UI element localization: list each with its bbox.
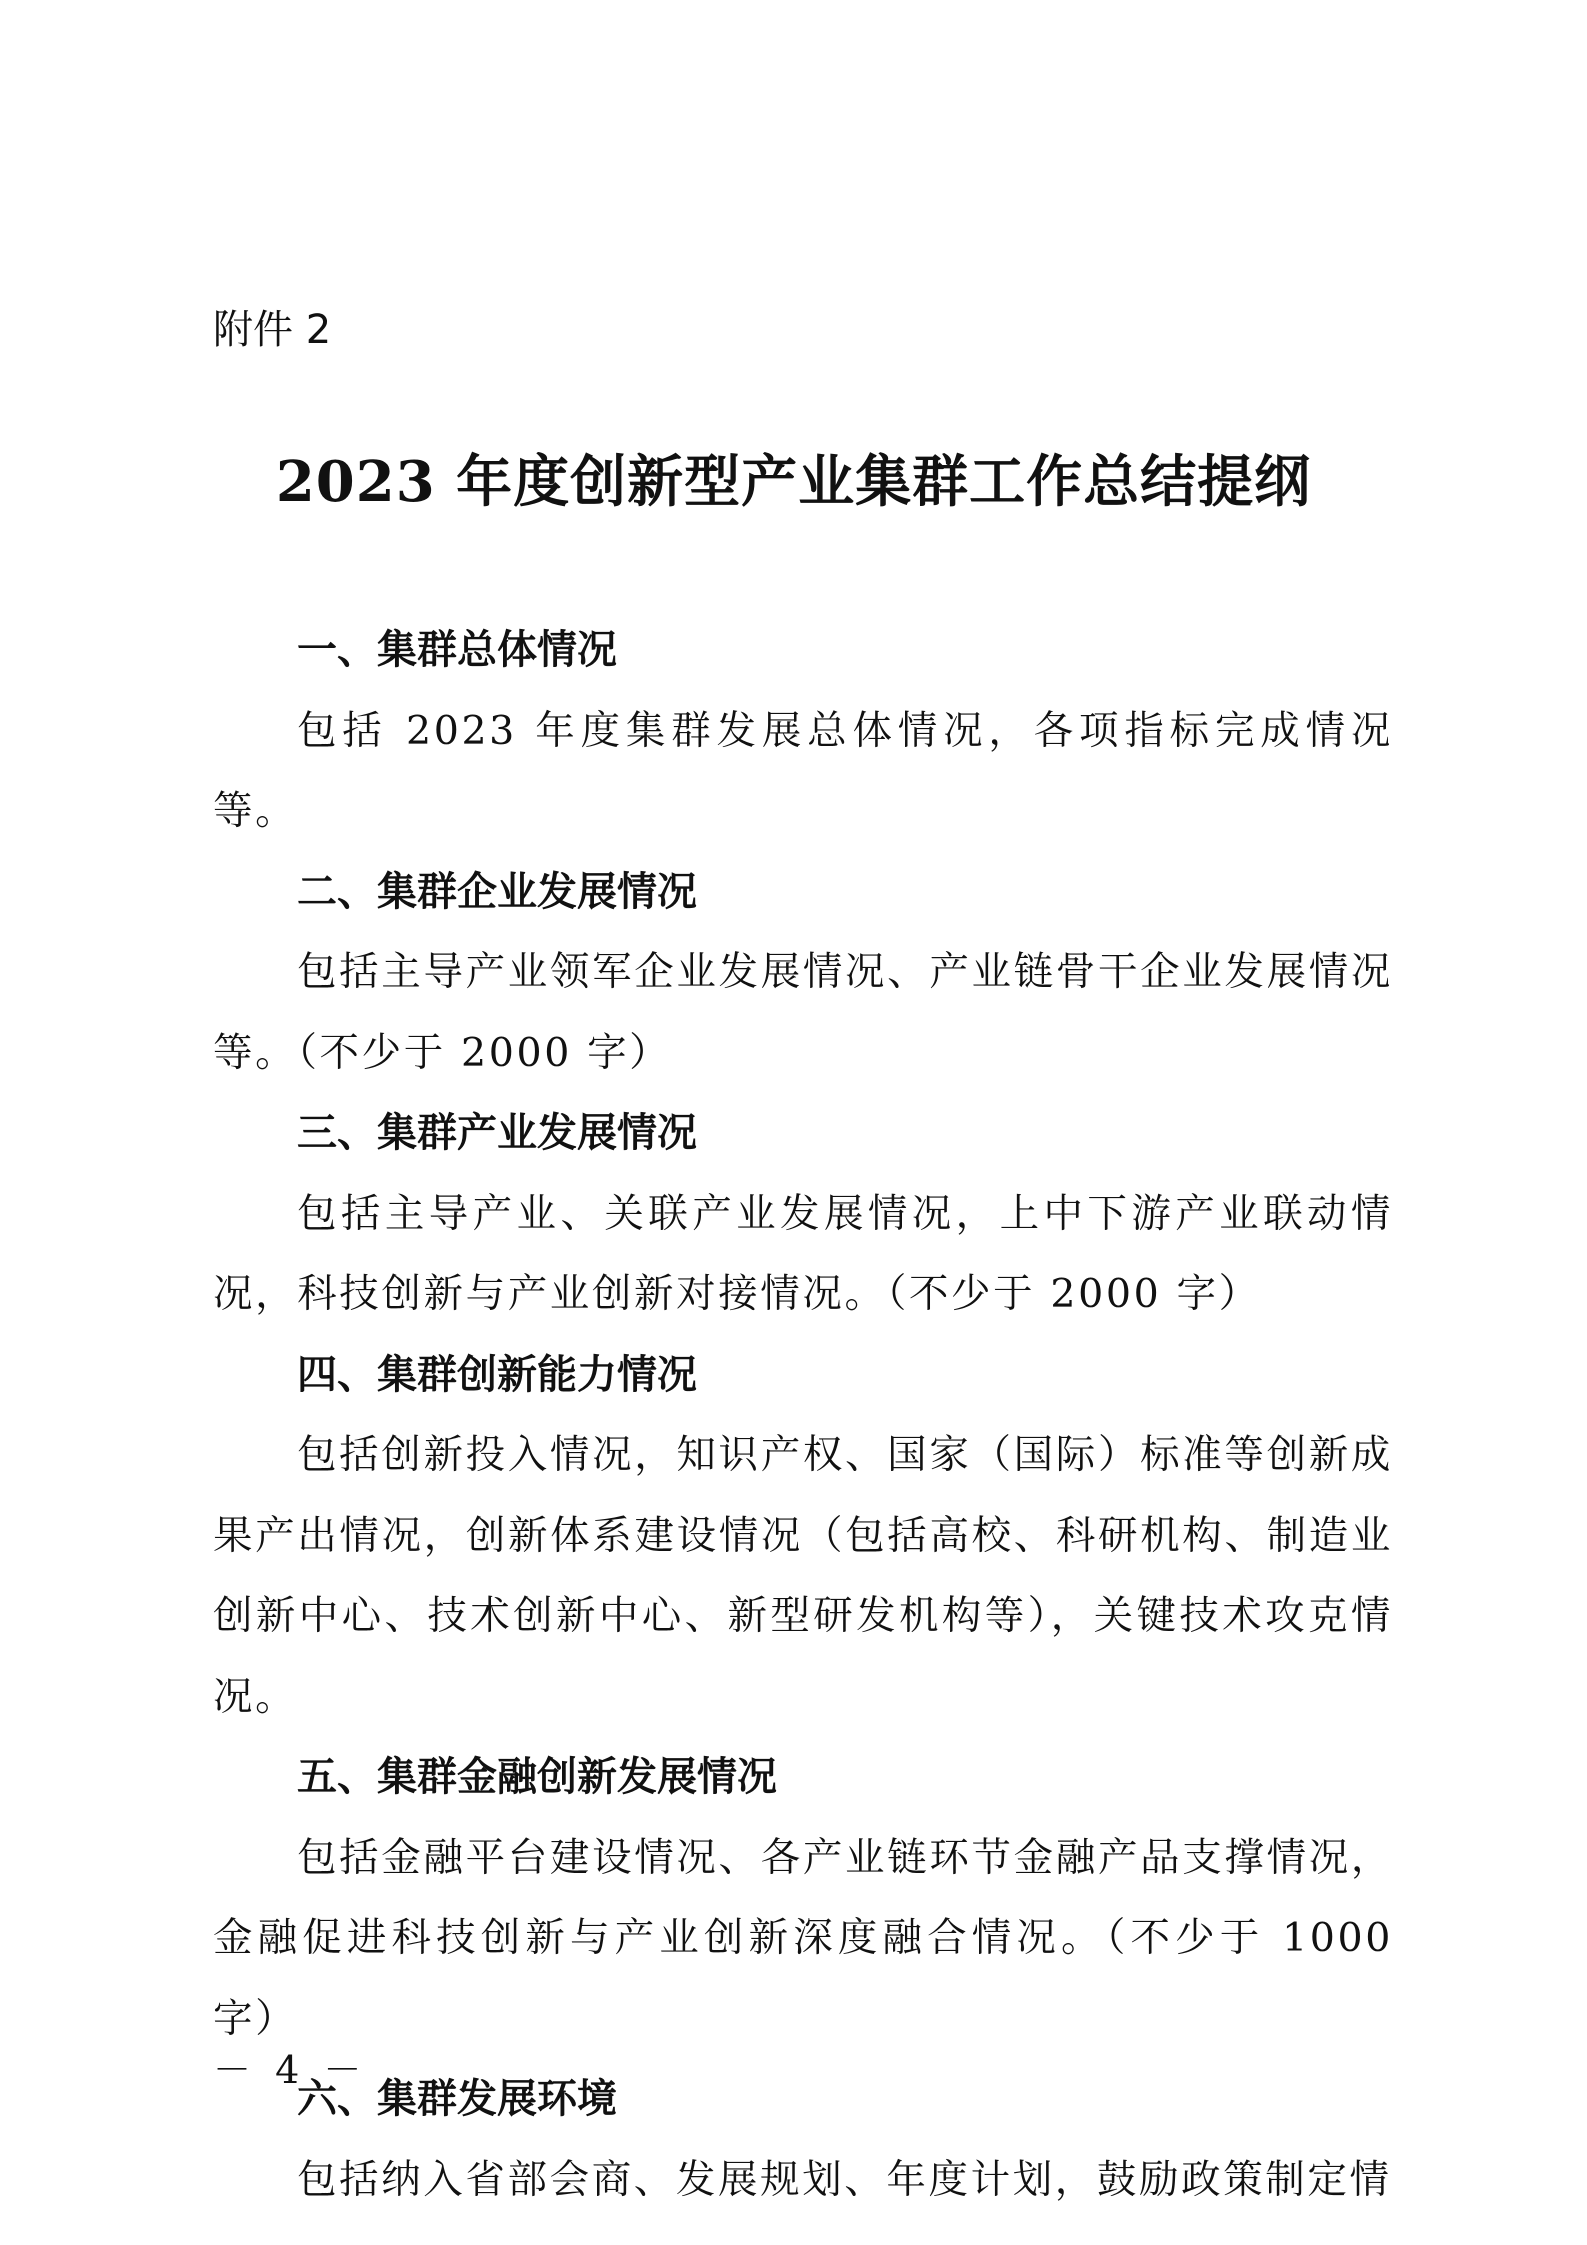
section-heading-4: 四、集群创新能力情况 [297,1351,697,1398]
section-heading-6: 六、集群发展环境 [297,2076,617,2122]
section-body-6: 包括纳入省部会商、发展规划、年度计划，鼓励政策制定情 [297,2156,1392,2203]
page-number: － 4 － [213,2048,368,2092]
section-body-2: 包括主导产业领军企业发展情况、产业链骨干企业发展情况等。（不少于 2000 字） [213,949,1393,1076]
section-body-1: 包括 2023 年度集群发展总体情况，各项指标完成情况等。 [213,707,1393,834]
attachment-label: 附件 2 [213,307,332,353]
section-body-5: 包括金融平台建设情况、各产业链环节金融产品支撑情况，金融促进科技创新与产业创新深度融合情况。（不少于 1000 字） [213,1834,1393,2042]
section-body-3: 包括主导产业、关联产业发展情况，上中下游产业联动情况，科技创新与产业创新对接情况。（不少于 2000 字） [213,1190,1393,1317]
section-body-4: 包括创新投入情况，知识产权、国家（国际）标准等创新成果产出情况，创新体系建设情况（包括高校、科研机构、制造业创新中心、技术创新中心、新型研发机构等），关键技术攻克情况。 [213,1432,1393,1720]
document-body [213,610,1393,2220]
section-heading-3: 三、集群产业发展情况 [297,1110,697,1156]
section-heading-5: 五、集群金融创新发展情况 [297,1754,777,1800]
section-heading-2: 二、集群企业发展情况 [297,868,697,915]
section-heading-1: 一、集群总体情况 [297,627,617,673]
document-title: 2023 年度创新型产业集群工作总结提纲 [275,449,1312,515]
